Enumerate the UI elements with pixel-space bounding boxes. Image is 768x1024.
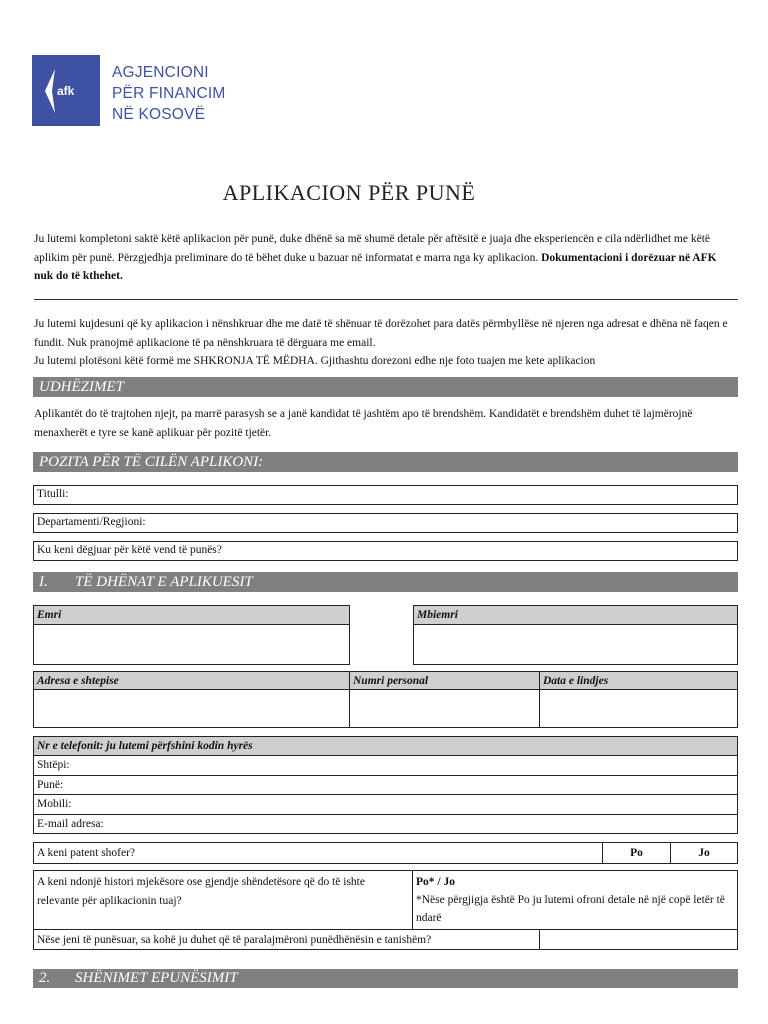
last-name-input[interactable] — [413, 624, 738, 665]
logo-wordmark — [112, 62, 226, 125]
title-field[interactable] — [33, 485, 738, 505]
logo-line-2: PËR FINANCIM — [112, 85, 226, 102]
title-field-label: Titulli: — [37, 488, 69, 500]
logo-line-3: NË KOSOVË — [112, 106, 206, 123]
section-header-applicant — [33, 572, 738, 592]
birth-date-label: Data e lindjes — [539, 671, 738, 690]
address-input[interactable] — [33, 689, 350, 728]
medical-question — [33, 870, 413, 930]
phone-home-label: Shtëpi: — [37, 759, 70, 771]
page-title: APLIKACION PËR PUNË — [222, 180, 476, 205]
divider — [34, 299, 738, 300]
source-field-label: Ku keni dëgjuar për këtë vend të punës? — [37, 544, 222, 556]
phone-home-field[interactable] — [33, 756, 738, 776]
source-field[interactable] — [33, 541, 738, 561]
section-number-employment: 2. — [39, 970, 51, 986]
personal-number-label: Numri personal — [349, 671, 540, 690]
section-header-employment — [33, 969, 738, 988]
phone-mobile-field[interactable] — [33, 795, 738, 815]
first-name-input[interactable] — [33, 624, 350, 665]
logo-mark-text: afk — [57, 84, 75, 98]
department-field[interactable] — [33, 513, 738, 533]
email-label: E-mail adresa: — [37, 818, 104, 830]
section-header-position: POZITA PËR TË CILËN APLIKONI: — [33, 452, 738, 472]
afk-logo-mark — [32, 55, 100, 126]
notice-line-2: Ju lutemi plotësoni këtë formë me SHKRONJA TË MËDHA. Gjithashtu dorezoni edhe nje foto tuajen me kete aplikacion — [34, 355, 596, 367]
email-field[interactable] — [33, 815, 738, 834]
notice-period-input[interactable] — [539, 929, 738, 950]
notice-period-label: Nëse jeni të punësuar, sa kohë ju duhet që të paralajmëroni punëdhënësin e tanishëm? — [37, 934, 432, 946]
department-field-label: Departamenti/Regjioni: — [37, 516, 146, 528]
license-question — [33, 842, 603, 864]
license-yes-option[interactable]: Po — [602, 842, 671, 864]
logo-line-1: AGJENCIONI — [112, 64, 209, 81]
notice-paragraph — [34, 315, 738, 371]
personal-number-input[interactable] — [349, 689, 540, 728]
notice-period-question — [33, 929, 540, 950]
phone-mobile-label: Mobili: — [37, 798, 72, 810]
last-name-label: Mbiemri — [413, 605, 738, 625]
instructions-text: Aplikantët do të trajtohen njejt, pa marrë parasysh se a janë kandidat të jashtëm apo të brendshëm. Kandidatët e brendshëm duhet të lajmërojnë menaxherët e tyre se kanë aplikuar për pozitë tjetër. — [34, 408, 693, 439]
medical-note: *Nëse përgjigja është Po ju lutemi ofroni detale në një copë letër të ndarë — [416, 894, 725, 924]
section-number-applicant: I. — [39, 574, 48, 590]
first-name-label: Emri — [33, 605, 350, 625]
phone-header: Nr e telefonit: ju lutemi përfshini kodin hyrës — [33, 736, 738, 756]
section-title-applicant: TË DHËNAT E APLIKUESIT — [75, 574, 253, 590]
license-no-option[interactable]: Jo — [670, 842, 738, 864]
section-header-instructions: UDHËZIMET — [33, 377, 738, 397]
notice-text: Ju lutemi kujdesuni që ky aplikacion i nënshkruar dhe me datë të shënuar të dorëzohet para datës përmbyllëse në njeren nga adresat e dhëna në faqen e fundit. Nuk pranojmë aplikacione të pa nënshkruara të dërguara me email. — [34, 318, 728, 349]
medical-answer: Po* / Jo — [416, 876, 455, 888]
intro-text: Ju lutemi kompletoni saktë këtë aplikacion për punë, duke dhënë sa më shumë detale për aftësitë e juaja dhe eksperiencën e cila ndërlidhet me këtë aplikim për punë. Përzgjedhja preliminare do të bëhet duke u bazuar në informatat e marra nga ky aplikacion. — [34, 233, 711, 264]
intro-paragraph — [34, 230, 738, 286]
address-label: Adresa e shtepise — [33, 671, 350, 690]
section-title-employment: SHËNIMET EPUNËSIMIT — [75, 970, 238, 986]
medical-label: A keni ndonjë histori mjekësore ose gjendje shëndetësore që do të ishte relevante për aplikacionin tuaj? — [37, 876, 365, 907]
birth-date-input[interactable] — [539, 689, 738, 728]
phone-work-label: Punë: — [37, 779, 64, 791]
phone-work-field[interactable] — [33, 776, 738, 795]
intro-bold-text: Dokumentacioni i dorëzuar në AFK nuk do të kthehet. — [34, 251, 717, 282]
license-label: A keni patent shofer? — [37, 847, 136, 859]
medical-answer-cell[interactable] — [412, 870, 738, 930]
